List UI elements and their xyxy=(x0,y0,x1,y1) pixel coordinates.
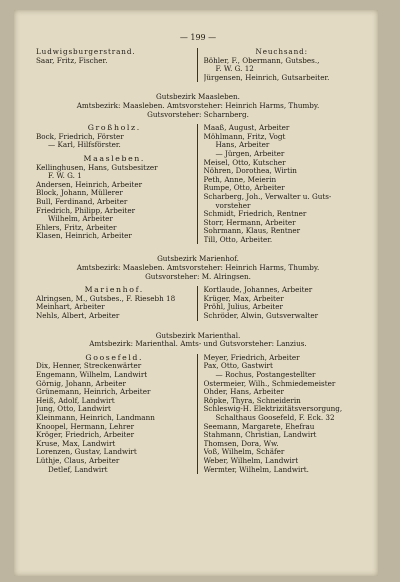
entry-line: Ohder, Hans, Arbeiter xyxy=(203,388,284,397)
entry-line: Maaß, August, Arbeiter xyxy=(203,124,290,133)
entry-line: Jürgensen, Heinrich, Gutsarbeiter. xyxy=(203,73,330,82)
entry-line: Schmidt, Friedrich, Rentner xyxy=(203,210,307,219)
section-marienhof xyxy=(36,255,360,320)
entry-line: Till, Otto, Arbeiter. xyxy=(203,235,273,244)
entry-line: Meyer, Friedrich, Arbeiter xyxy=(203,353,300,362)
entry-line: Detlef, Landwirt xyxy=(48,465,108,474)
entry-line: Klasen, Heinrich, Arbeiter xyxy=(36,232,132,241)
section-subtitle: Amtsbezirk: Maasleben. Amtsvorsteher: Heinrich Harms, Thumby. xyxy=(76,264,320,273)
entry-line: vorsteher xyxy=(215,201,251,210)
place-heading: Großholz. xyxy=(87,124,141,133)
place-heading: Maasleben. xyxy=(83,154,145,163)
entry-line: Voß, Wilhelm, Schäfer xyxy=(203,448,285,457)
entry-line: Lorenzen, Gustav, Landwirt xyxy=(36,448,137,457)
entry-line: F. W. G. 12 xyxy=(215,65,254,74)
entry-line: Friedrich, Philipp, Arbeiter xyxy=(36,206,136,215)
entry-line: Grünemann, Heinrich, Arbeiter xyxy=(36,388,151,397)
entry-line: — Jürgen, Arbeiter xyxy=(215,149,285,158)
section-subtitle: Gutsvorsteher: Scharnberg. xyxy=(147,110,249,119)
page-content xyxy=(36,33,360,474)
entry-line: Bock, Friedrich, Förster xyxy=(36,132,124,141)
entry-line: Schalthaus Goosefeld, F. Eck. 32 xyxy=(215,413,335,422)
section-maasleben xyxy=(36,93,360,244)
entry-line: Wermter, Wilhelm, Landwirt. xyxy=(203,465,309,474)
entry-line: Krüger, Max, Arbeiter xyxy=(203,294,284,303)
entry-line: Sohrmann, Klaus, Rentner xyxy=(203,227,301,236)
entry-line: Storr, Hermann, Arbeiter xyxy=(203,218,296,227)
entry-line: Kleinmann, Heinrich, Landmann xyxy=(36,413,155,422)
entry-line: Stahmann, Christian, Landwirt xyxy=(203,431,317,440)
section-title: Gutsbezirk Maasleben. xyxy=(156,92,240,102)
entry-line: Meinhart, Arbeiter xyxy=(36,303,105,312)
page-number: — 199 — xyxy=(179,33,217,42)
entry-line: Thomsen, Dora, Ww. xyxy=(203,439,279,448)
section-subtitle: Amtsbezirk: Maasleben. Amtsvorsteher: Heinrich Harms, Thumby. xyxy=(76,101,320,110)
entry-line: Möhlmann, Fritz, Vogt xyxy=(203,132,286,141)
top-block xyxy=(36,48,360,82)
top-left-lines xyxy=(36,57,193,66)
place-heading-neuchsand: Neuchsand: xyxy=(255,48,308,56)
section-marienthal xyxy=(36,332,360,475)
entry-line: Andersen, Heinrich, Arbeiter xyxy=(36,180,143,189)
entry-line: Pax, Otto, Gastwirt xyxy=(203,362,273,371)
section-left-column xyxy=(36,354,197,474)
entry-line: Lüthje, Claus, Arbeiter xyxy=(36,456,120,465)
place-heading: Marienhof. xyxy=(84,286,144,295)
entry-line: Ehlers, Fritz, Arbeiter xyxy=(36,223,117,232)
entry-line: Kellinghusen, Hans, Gutsbesitzer xyxy=(36,163,158,172)
entry-line: — Karl, Hilfsförster. xyxy=(48,141,121,150)
entry-line: Schleswig-H. Elektrizitätsversorgung, xyxy=(203,405,343,414)
entry-line: Dix, Henner, Streckenwärter xyxy=(36,362,142,371)
top-right-column xyxy=(197,48,361,82)
top-left-column xyxy=(36,48,197,82)
entry-line: F. W. G. 1 xyxy=(48,172,82,181)
place-heading-ludwigsburgerstrand: Ludwigsburgerstrand. xyxy=(36,48,136,56)
top-right-lines xyxy=(204,57,361,83)
entry-line: Kröger, Friedrich, Arbeiter xyxy=(36,431,135,440)
entry-line: Wilhelm, Arbeiter xyxy=(48,215,113,224)
entry-line: Böhler, F., Obermann, Gutsbes., xyxy=(203,56,320,65)
entry-line: Bull, Ferdinand, Arbeiter xyxy=(36,197,128,206)
entry-line: Weber, Wilhelm, Landwirt xyxy=(203,456,299,465)
document-page xyxy=(14,10,378,576)
section-left-column xyxy=(36,124,197,244)
section-title: Gutsbezirk Marienhof. xyxy=(157,254,239,264)
entry-line: Saar, Fritz, Fischer. xyxy=(36,56,108,65)
entry-line: Ostermeier, Wilh., Schmiedemeister xyxy=(203,379,336,388)
entry-line: Nehls, Albert, Arbeiter xyxy=(36,312,120,321)
section-right-column xyxy=(197,124,361,244)
entry-line: — Rochus, Postangestellter xyxy=(215,371,316,379)
entry-line: Röpke, Thyra, Schneiderin xyxy=(203,396,301,405)
place-heading: Goosefeld. xyxy=(85,353,144,362)
entry-line: Hans, Arbeiter xyxy=(215,141,270,150)
entry-line: Seemann, Margarete, Ehefrau xyxy=(203,422,315,431)
entry-line: Pröhl, Julius, Arbeiter xyxy=(203,303,283,312)
section-right-column xyxy=(197,286,361,320)
entry-line: Block, Johann, Müllerer xyxy=(36,189,123,198)
section-subtitle: Gutsvorsteher: M. Alringsen. xyxy=(145,272,251,281)
entry-line: Jung, Otto, Landwirt xyxy=(36,405,111,414)
entry-line: Schröder, Alwin, Gutsverwalter xyxy=(203,312,319,321)
section-subtitle: Amtsbezirk: Marienthal. Amts- und Gutsvorsteher: Lanzius. xyxy=(89,340,307,349)
section-left-column xyxy=(36,286,197,320)
entry-line: Meisel, Otto, Kutscher xyxy=(203,158,286,167)
entry-line: Peth, Anne, Meierin xyxy=(203,175,277,184)
entry-line: Engemann, Wilhelm, Landwirt xyxy=(36,371,148,379)
section-title: Gutsbezirk Marienthal. xyxy=(155,330,241,340)
entry-line: Görnig, Johann, Arbeiter xyxy=(36,379,126,388)
entry-line: Scharberg, Joh., Verwalter u. Guts- xyxy=(203,192,332,201)
entry-line: Knoopel, Hermann, Lehrer xyxy=(36,422,135,431)
entry-line: Kruse, Max, Landwirt xyxy=(36,439,116,448)
entry-line: Nöhren, Dorothea, Wirtin xyxy=(203,167,297,176)
entry-line: Rumpe, Otto, Arbeiter xyxy=(203,184,285,193)
entry-line: Heiß, Adolf, Landwirt xyxy=(36,396,115,405)
entry-line: Alringsen, M., Gutsbes., F. Riesebh 18 xyxy=(36,294,176,303)
entry-line: Kortlaude, Johannes, Arbeiter xyxy=(203,286,313,295)
section-right-column xyxy=(197,354,361,474)
